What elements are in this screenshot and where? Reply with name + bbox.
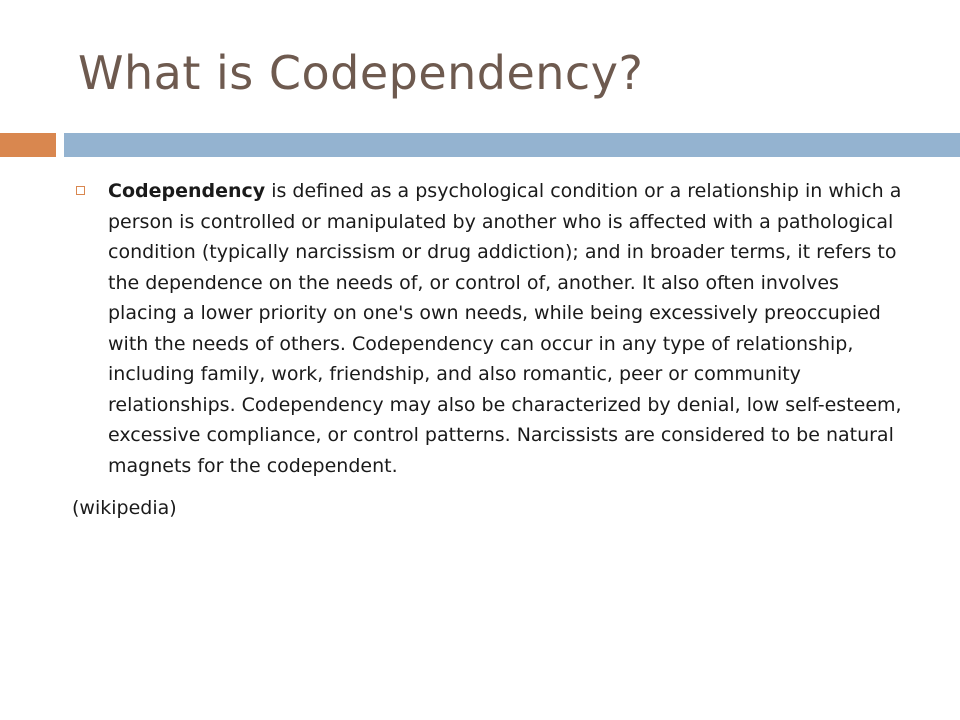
title-accent-bar-orange [0,133,56,157]
slide-content [72,176,912,523]
source-citation: (wikipedia) [72,497,177,519]
bullet-term: Codependency [108,180,266,202]
bullet-definition: is defined as a psychological condition or a relationship in which a person is controlled or manipulated by another who is affected with a pathological condition (typically narcissism or drug addiction); and in broader terms, it refers to the dependence on the needs of, or control of, another. It also often involves placing a lower priority on one's own needs, while being excessively preoccupied with the needs of others. Codependency can occur in any type of relationship, including family, work, friendship, and also romantic, peer or community relationships. Codependency may also be characterized by denial, low self-esteem, excessive compliance, or control patterns. Narcissists are considered to be natural magnets for the codependent. [108,180,902,477]
bullet-text [108,176,912,481]
bullet-item [72,176,912,481]
title-accent-bar-blue [64,133,960,157]
slide-title: What is Codependency? [78,46,644,100]
hollow-square-bullet-icon [76,186,85,195]
